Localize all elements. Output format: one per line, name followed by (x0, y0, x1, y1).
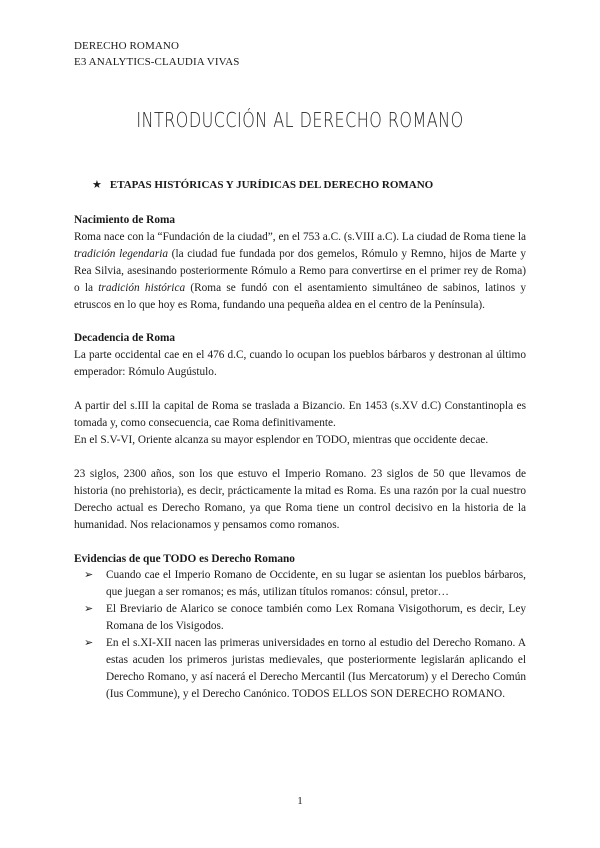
list-item (84, 567, 526, 601)
decadencia-paragraph-4: 23 siglos, 2300 años, son los que estuvo el Imperio Romano. 23 siglos de 50 que llevamos de historia (no prehistoria), es decir, prácticamente la mitad es Roma. Es una razón por la cual nuestro Derecho actual es Derecho Romano, ya que Roma tiene un control decisivo en la historia de la humanidad. Nos relacionamos y pensamos como romanos. (74, 467, 526, 531)
header-author: E3 ANALYTICS-CLAUDIA VIVAS (74, 56, 240, 68)
page-header (74, 38, 240, 70)
arrow-right-icon: ➢ (84, 602, 94, 616)
list-item-text: En el s.XI-XII nacen las primeras universidades en torno al estudio del Derecho Romano. A estas acuden los primeros juristas medievales, que posteriormente legislarán aplicando el Derecho Romano, y así nacerá el Derecho Mercantil (Ius Mercatorum) y el Derecho Común (Ius Commune), y el Derecho Canónico. TODOS ELLOS SON DERECHO ROMANO. (106, 637, 526, 700)
decadencia-paragraph-2: A partir del s.III la capital de Roma se traslada a Bizancio. En 1453 (s.XV d.C) Constantinopla es tomada y, como consecuencia, cae Roma definitivamente. (74, 400, 526, 430)
section-heading-text: ETAPAS HISTÓRICAS Y JURÍDICAS DEL DERECHO ROMANO (109, 179, 434, 191)
nacimiento-text-1: Roma nace con la “Fundación de la ciudad”, en el 753 a.C. (s.VIII a.C). La ciudad de Roma tiene la (74, 230, 526, 243)
body-content (74, 212, 526, 703)
evidencias-list (74, 567, 526, 702)
star-icon: ★ (92, 178, 102, 191)
evidencias-heading: Evidencias de que TODO es Derecho Romano (74, 552, 295, 565)
list-item (84, 635, 526, 703)
nacimiento-text-2: (la ciudad fue fundada por dos gemelos, Rómulo y Remno, hijos de Marte y Rea Silvia, asesinando posteriormente Rómulo a Remo para convertirse en el primer rey de Roma) o la (74, 247, 526, 294)
arrow-right-icon: ➢ (84, 636, 94, 650)
decadencia-paragraph-1: La parte occidental cae en el 476 d.C, cuando lo ocupan los pueblos bárbaros y destronan al último emperador: Rómulo Augústulo. (74, 349, 526, 379)
nacimiento-text-3: (Roma se fundó con el asentamiento simultáneo de sabinos, latinos y etruscos en lo que hoy es Roma, fundando una pequeña aldea en el centro de la Península). (74, 281, 526, 311)
nacimiento-paragraph (74, 229, 526, 314)
list-item (84, 601, 526, 635)
nacimiento-em-legendaria: tradición legendaria (74, 247, 169, 260)
list-item-text: El Breviario de Alarico se conoce también como Lex Romana Visigothorum, es decir, Ley Romana de los Visigodos. (106, 603, 526, 633)
arrow-right-icon: ➢ (84, 568, 94, 582)
nacimiento-heading: Nacimiento de Roma (74, 214, 176, 226)
document-title: INTRODUCCIÓN AL DERECHO ROMANO (136, 108, 464, 132)
page-number: 1 (297, 795, 303, 807)
section-heading (92, 178, 433, 191)
header-subject: DERECHO ROMANO (74, 40, 179, 52)
decadencia-heading: Decadencia de Roma (74, 332, 176, 345)
decadencia-paragraph-3: En el S.V-VI, Oriente alcanza su mayor esplendor en TODO, mientras que occidente decae. (74, 433, 489, 446)
nacimiento-em-historica: tradición histórica (98, 281, 186, 294)
list-item-text: Cuando cae el Imperio Romano de Occidente, en su lugar se asientan los pueblos bárbaros, que juegan a ser romanos; es más, utilizan títulos romanos: cónsul, pretor… (106, 569, 526, 599)
